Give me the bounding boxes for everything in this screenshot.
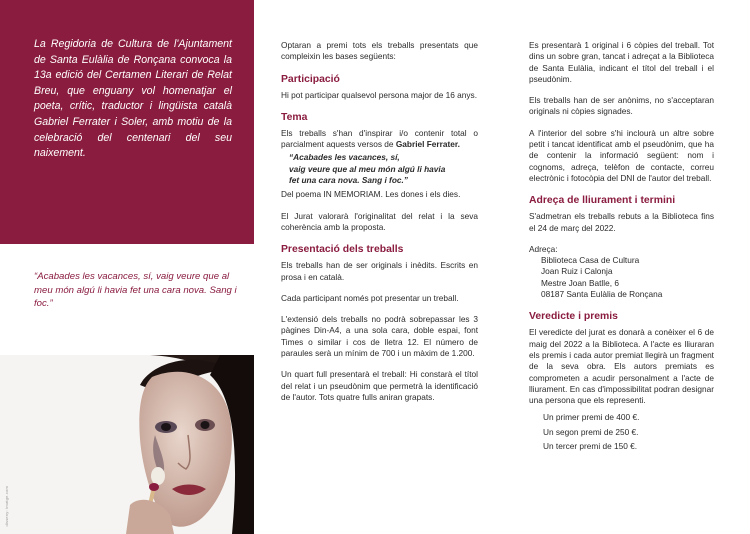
verse-line: vaig veure que al meu món algú li havia	[289, 163, 446, 174]
prize-list	[543, 412, 714, 452]
tema-author: Gabriel Ferrater.	[395, 139, 460, 150]
verse-line: “Acabades les vacances, sí,	[289, 152, 400, 163]
section-title-presentacio: Presentació dels treballs	[281, 244, 404, 256]
presentacio-paragraph: Cada participant només pot presentar un treball.	[281, 292, 459, 303]
address-line: Biblioteca Casa de Cultura	[541, 255, 640, 266]
address-line: 08187 Santa Eulàlia de Ronçana	[541, 289, 663, 300]
rules-column-middle	[281, 40, 478, 413]
woman-portrait-photo	[0, 355, 254, 534]
participacio-text: Hi pot participar qualsevol persona major de 16 anys.	[281, 89, 478, 100]
tema-text-prefix: Els treballs s'han d'inspirar i/o contenir total o parcialment aquests versos de	[281, 127, 478, 150]
section-title-adreca: Adreça de lliurament i termini	[529, 195, 676, 207]
address-line: Joan Ruiz i Calonja	[541, 266, 613, 277]
deadline-text: S'admetran els treballs rebuts a la Biblioteca fins el 24 de març del 2022.	[529, 211, 714, 233]
prize-item: Un primer premi de 400 €.	[543, 412, 640, 423]
intro-text: La Regidoria de Cultura de l'Ajuntament de Santa Eulàlia de Ronçana convoca la 13a edició del Certamen Literari de Relat Breu, que enguany vol homenatjar el poeta, crític, traductor i lingüista català Gabriel Ferrater i Soler, amb motiu de la celebració del centenari del seu naixement.	[34, 38, 232, 160]
address-line: Mestre Joan Batlle, 6	[541, 277, 619, 288]
intro-panel	[0, 0, 254, 244]
prize-item: Un tercer premi de 150 €.	[543, 441, 638, 452]
veredicte-text: El veredicte del jurat es donarà a conèixer el 6 de maig del 2022 a la Biblioteca. A l'acte es lliuraran els premis i cada autor premiat llegirà un fragment de la seva obra. Els autors premiats es comprometen a acudir personalment a l'acte de lliurament. En cas d'impossibilitat podran designar una persona que els representi.	[529, 327, 714, 406]
pull-quote: “Acabades les vacances, sí, vaig veure que al meu món algú li havia fet una cara nova. Sang i foc.”	[34, 271, 237, 310]
portrait-illustration	[0, 355, 254, 534]
section-title-participacio: Participació	[281, 73, 340, 85]
submission-paragraph: A l'interior del sobre s'hi inclourà un altre sobre petit i tancat identificat amb el pseudònim, que ha de contenir la informació següent: nom i cognoms, adreça, telèfon de contacte, correu electrònic i fotocòpia del DNI de l'autor del treball.	[529, 127, 714, 183]
prize-item: Un segon premi de 250 €.	[543, 426, 639, 437]
rules-intro: Optaran a premi tots els treballs presentats que compleixin les bases següents:	[281, 40, 478, 62]
presentacio-paragraph: Els treballs han de ser originals i inèdits. Escrits en prosa i en català.	[281, 260, 478, 282]
section-title-veredicte: Veredicte i premis	[529, 311, 618, 323]
address-label: Adreça:	[529, 243, 558, 254]
verse-line: fet una cara nova. Sang i foc.”	[289, 175, 408, 186]
tema-jury-note: El Jurat valorarà l'originalitat del relat i la seva coherència amb la proposta.	[281, 210, 478, 232]
section-title-tema: Tema	[281, 111, 308, 123]
verse-quote	[289, 152, 478, 186]
rules-column-right	[529, 40, 714, 455]
tema-text	[281, 128, 478, 151]
presentacio-paragraph: L'extensió dels treballs no podrà sobrepassar les 3 pàgines Din-A4, a una sola cara, doble espai, font Times o similar i cos de lletra 12. El número de paraules serà un mínim de 700 i un màxim de 1.200.	[281, 314, 478, 359]
delivery-address	[529, 244, 714, 300]
submission-paragraph: Els treballs han de ser anònims, no s'acceptaran originals ni còpies signades.	[529, 95, 714, 117]
tema-poem-source: Del poema IN MEMORIAM. Les dones i els dies.	[281, 189, 461, 200]
photo-credit: disseny: Imatge.com	[4, 485, 9, 526]
presentacio-paragraph: Un quart full presentarà el treball: Hi constarà el títol del relat i un pseudònim que permetrà la identificació de l'autor. Tots quatre fulls aniran grapats.	[281, 369, 478, 402]
submission-paragraph: Es presentarà 1 original i 6 còpies del treball. Tot dins un sobre gran, tancat i adreçat a la Biblioteca de Santa Eulàlia, indicant el títol del treball i el pseudònim.	[529, 40, 714, 84]
